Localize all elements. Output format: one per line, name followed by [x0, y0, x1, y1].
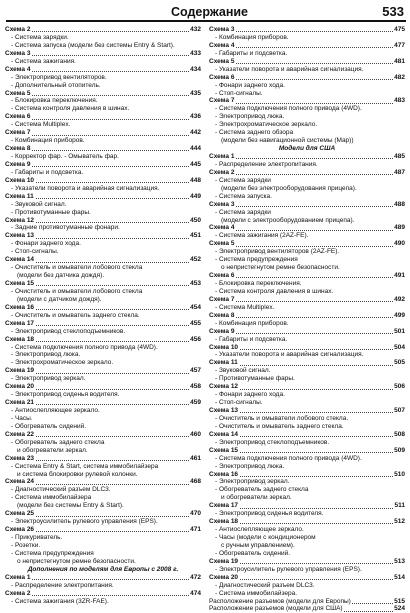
dot-leader	[209, 230, 405, 231]
toc-entry	[5, 232, 201, 240]
toc-subitem: (модели без датчика дождя).	[17, 272, 105, 280]
toc-entry-page: 435	[190, 89, 201, 97]
toc-subitem: - Звуковой сигнал.	[11, 200, 67, 208]
toc-entry-title: Схема 20	[209, 573, 239, 581]
toc-entry-page: 483	[394, 97, 405, 105]
toc-entry	[5, 217, 201, 225]
toc-entry	[5, 256, 201, 264]
toc-subitem: (модели с электрооборудованием прицепа).	[221, 216, 355, 224]
dot-leader	[209, 158, 405, 159]
toc-subitem: - Противотуманные фары.	[215, 375, 295, 383]
toc-subitem: - Система зажигания (2AZ-FE).	[215, 232, 309, 240]
toc-entry	[5, 129, 201, 137]
toc-entry	[5, 367, 201, 375]
toc-subitem: - Система контроля давления в шинах.	[11, 105, 130, 113]
toc-subitem: - Система зарядки.	[11, 33, 69, 41]
toc-entry	[5, 145, 201, 153]
dot-leader	[209, 246, 405, 247]
toc-entry-title: Схема 6	[5, 113, 31, 121]
toc-entry	[5, 50, 201, 58]
toc-entry-title: Схема 11	[209, 359, 238, 367]
toc-entry-title: Схема 4	[209, 224, 235, 232]
toc-subitem: - Система зажигания (3ZR-FAE).	[11, 597, 109, 605]
toc-subitem: - Звуковой сигнал.	[215, 367, 271, 375]
toc-subitem: - Электропривод стеклоподъемников.	[215, 438, 330, 446]
toc-entry-page: 444	[190, 145, 201, 153]
toc-entry-title: Схема 18	[209, 518, 239, 526]
toc-entry-page: 461	[190, 454, 201, 462]
toc-entry-title: Схема 19	[5, 367, 35, 375]
toc-entry-title: Схема 4	[209, 41, 235, 49]
toc-entry-page: 485	[394, 153, 405, 160]
toc-entry	[5, 113, 201, 121]
toc-entry	[209, 97, 405, 105]
toc-subitem: - Задние противотуманные фонари.	[11, 224, 120, 232]
toc-subitem: - Электроусилитель рулевого управления (EPS).	[11, 518, 158, 526]
toc-entry-page: 442	[190, 129, 201, 137]
dot-leader	[209, 174, 405, 175]
dot-leader	[209, 206, 405, 207]
toc-entry-title: Схема 1	[5, 573, 31, 581]
toc-entry-title: Схема 3	[5, 49, 31, 57]
toc-entry	[209, 169, 405, 177]
toc-subitem: - Распределение электропитания.	[11, 581, 114, 589]
toc-entry	[5, 161, 201, 169]
dot-leader	[209, 63, 405, 64]
toc-subitem: и обогреватели зеркал.	[17, 446, 88, 454]
toc-entry-title: Схема 26	[5, 526, 35, 534]
toc-entry-title: Схема 22	[5, 430, 35, 438]
toc-subitem: - Габариты и подсветка.	[11, 168, 84, 176]
toc-subitem: - Система контроля давления в шинах.	[215, 287, 334, 295]
toc-entry-page: 458	[190, 383, 201, 391]
dot-leader	[5, 95, 201, 96]
toc-entry-title: Схема 20	[5, 383, 35, 391]
toc-subitem: - Стоп-сигналы.	[11, 248, 59, 256]
toc-entry-page: 514	[394, 573, 405, 581]
toc-subitem: - Обогреватель сидений.	[11, 422, 87, 430]
toc-subitem: - Обогреватель заднего стекла	[11, 438, 105, 446]
toc-subitem: - Система Multiplex.	[11, 121, 71, 129]
toc-subitem: - Электропривод люка.	[215, 113, 285, 121]
toc-entry	[5, 177, 201, 185]
toc-entry	[209, 383, 405, 391]
toc-entry-title: Расположение разъемов (модели для США)	[209, 605, 343, 613]
toc-subitem: - Система предупреждения	[215, 256, 298, 264]
toc-entry-page: 499	[394, 311, 405, 319]
toc-subitem: - Электрохроматическое зеркало.	[215, 121, 318, 129]
toc-entry	[5, 193, 201, 201]
toc-subitem: - Электропривод вентиляторов.	[11, 73, 107, 81]
toc-subitem: - Фонари заднего хода.	[215, 391, 285, 399]
toc-entry	[5, 90, 201, 98]
dot-leader	[5, 579, 201, 580]
toc-entry	[5, 590, 201, 598]
toc-entry-page: 512	[394, 518, 405, 526]
toc-entry-title: Схема 9	[5, 160, 31, 168]
section-heading: Модели для США	[278, 145, 336, 153]
toc-entry	[5, 431, 201, 439]
toc-entry-title: Схема 21	[5, 399, 35, 407]
toc-subitem: - Система иммобилайзера.	[215, 589, 298, 597]
toc-entry-page: 460	[190, 430, 201, 438]
dot-leader	[209, 301, 405, 302]
toc-entry	[209, 328, 405, 336]
toc-subitem: - Антиослепляющее зеркало.	[215, 526, 304, 534]
toc-entry-page: 445	[190, 160, 201, 168]
toc-entry-title: Схема 7	[209, 295, 235, 303]
toc-entry	[209, 74, 405, 82]
toc-entry-title: Схема 13	[5, 232, 35, 240]
toc-entry-page: 508	[394, 430, 405, 438]
toc-entry-title: Схема 6	[209, 73, 235, 81]
toc-entry-title: Схема 2	[5, 589, 31, 597]
toc-entry	[209, 201, 405, 209]
toc-entry-page: 468	[190, 478, 201, 486]
toc-subitem: - Электроусилитель рулевого управления (EPS).	[215, 565, 362, 573]
toc-entry-title: Схема 6	[209, 272, 235, 280]
toc-subitem: о непристегнутом ремне безопасности.	[221, 264, 340, 272]
toc-entry	[209, 407, 405, 415]
toc-subitem: - Блокировка переключения.	[11, 97, 98, 105]
toc-subitem: - Электропривод люка.	[11, 351, 81, 359]
toc-entry-page: 509	[394, 446, 405, 454]
toc-subitem: - Система заднего обзора	[215, 129, 294, 137]
toc-subitem: - Система подключения полного привода (4WD).	[11, 343, 158, 351]
page-number: 533	[382, 4, 404, 19]
toc-entry-title: Схема 5	[209, 57, 235, 65]
toc-subitem: - Комбинация приборов.	[215, 319, 289, 327]
toc-left-column	[5, 26, 201, 605]
toc-subitem: - Очиститель и омыватель заднего стекла.	[11, 311, 140, 319]
toc-entry-page: 432	[190, 26, 201, 33]
toc-entry-page: 451	[190, 232, 201, 240]
toc-entry-page: 450	[190, 216, 201, 224]
toc-entry	[209, 296, 405, 304]
toc-subitem: с ручным управлением).	[221, 541, 295, 549]
toc-subitem: - Система Entry & Start, система иммобилайзера	[11, 462, 159, 470]
toc-entry-page: 515	[394, 597, 405, 605]
toc-entry	[209, 447, 405, 455]
toc-entry-page: 490	[394, 240, 405, 248]
toc-entry	[5, 280, 201, 288]
toc-subitem: и система блокировки рулевой колонки.	[17, 470, 138, 478]
toc-subitem: - Обогреватель сидений.	[215, 549, 291, 557]
toc-entry-page: 454	[190, 303, 201, 311]
toc-subitem: - Указатели поворота и аварийная сигнализация.	[11, 184, 160, 192]
toc-entry-title: Схема 12	[209, 383, 239, 391]
toc-entry-title: Схема 25	[5, 510, 35, 518]
dot-leader	[5, 595, 201, 596]
toc-entry-page: 505	[394, 359, 405, 367]
toc-entry-page: 513	[394, 557, 405, 565]
dot-leader	[209, 277, 405, 278]
toc-entry-title: Схема 7	[5, 129, 31, 137]
toc-entry-page: 433	[190, 49, 201, 57]
toc-entry	[209, 240, 405, 248]
toc-entry-title: Схема 17	[209, 502, 239, 510]
toc-entry-page: 453	[190, 280, 201, 287]
toc-subitem: - Часы.	[11, 414, 33, 422]
toc-subitem: (модели с датчиком дождя).	[17, 295, 102, 303]
toc-entry-title: Схема 14	[5, 256, 35, 264]
toc-subitem: - Электропривод сиденья водителя.	[11, 391, 120, 399]
toc-entry	[209, 272, 405, 280]
toc-entry	[5, 399, 201, 407]
toc-subitem: - Система Multiplex.	[215, 303, 275, 311]
dot-leader	[209, 317, 405, 318]
toc-entry-title: Схема 18	[5, 335, 35, 343]
dot-leader	[5, 119, 201, 120]
toc-entry-title: Схема 13	[209, 407, 239, 414]
page-header	[6, 4, 406, 22]
toc-entry	[5, 320, 201, 328]
toc-entry-title: Схема 23	[5, 454, 35, 462]
toc-entry-title: Схема 2	[5, 26, 31, 33]
toc-subitem: (модели без системы Entry & Start).	[17, 502, 124, 510]
page-title: Содержание	[171, 5, 249, 19]
toc-entry-title: Схема 17	[5, 319, 35, 327]
toc-subitem: - Розетки.	[11, 541, 41, 549]
toc-entry-title: Схема 16	[209, 470, 239, 478]
toc-entry-title: Схема 16	[5, 303, 35, 311]
toc-entry-title: Схема 11	[5, 192, 34, 200]
toc-entry-page: 481	[394, 57, 405, 65]
toc-entry	[5, 574, 201, 582]
toc-entry	[209, 502, 405, 510]
toc-subitem: - Система подключения полного привода (4WD).	[215, 105, 362, 113]
toc-subitem: - Дополнительный отопитель.	[11, 81, 101, 89]
toc-entry-page: 455	[190, 319, 201, 327]
toc-entry-page: 482	[394, 73, 405, 81]
dot-leader	[5, 55, 201, 56]
toc-subitem: - Электропривод вентиляторов (2AZ-FE).	[215, 248, 340, 256]
toc-subitem: - Система предупреждения	[11, 549, 94, 557]
toc-entry-page: 448	[190, 176, 201, 184]
toc-entry-page: 471	[190, 526, 201, 534]
toc-subitem: - Система зарядки	[215, 208, 271, 216]
toc-entry	[5, 383, 201, 391]
toc-entry-title: Схема 3	[209, 26, 235, 33]
toc-subitem: и обогреватели зеркал.	[221, 494, 292, 502]
toc-entry	[209, 605, 405, 613]
toc-subitem: (модели без электрооборудования прицепа).	[221, 184, 357, 192]
toc-entry-title: Схема 10	[209, 343, 239, 351]
toc-entry	[209, 58, 405, 66]
toc-subitem: - Блокировка переключения.	[215, 280, 302, 287]
toc-entry-title: Схема 10	[5, 176, 35, 184]
toc-subitem: - Прикуриватель.	[11, 534, 63, 541]
toc-entry-title: Схема 5	[5, 89, 31, 97]
toc-subitem: - Система запуска.	[215, 192, 272, 200]
toc-entry-title: Схема 1	[209, 153, 235, 160]
toc-subitem: - Габариты и подсветка.	[215, 335, 288, 343]
toc-entry-title: Схема 24	[5, 478, 35, 486]
toc-entry-page: 492	[394, 295, 405, 303]
toc-entry-page: 436	[190, 113, 201, 121]
toc-entry-title: Схема 15	[5, 280, 35, 287]
toc-subitem: - Комбинация приборов.	[215, 33, 289, 41]
dot-leader	[209, 47, 405, 48]
toc-subitem: - Распределение электропитания.	[215, 160, 318, 168]
toc-entry	[5, 304, 201, 312]
toc-subitem: - Антиослепляющее зеркало.	[11, 407, 100, 414]
toc-subitem: - Электрохроматическое зеркало.	[11, 359, 114, 367]
toc-right-column	[209, 26, 405, 613]
toc-entry	[209, 574, 405, 582]
toc-subitem: - Электропривод зеркал.	[11, 375, 86, 383]
toc-subitem: - Очиститель и омыватели лобового стекла	[11, 287, 143, 295]
toc-entry	[209, 598, 405, 606]
toc-subitem: - Стоп-сигналы.	[215, 399, 263, 407]
toc-entry-page: 457	[190, 367, 201, 375]
toc-subitem: - Очиститель и омыватели лобового стекла.	[215, 414, 349, 422]
toc-entry-page: 501	[394, 327, 405, 335]
toc-entry-page: 524	[394, 605, 405, 613]
toc-entry-page: 506	[394, 383, 405, 391]
toc-entry-title: Схема 5	[209, 240, 235, 248]
toc-entry	[209, 42, 405, 50]
toc-entry-page: 487	[394, 168, 405, 176]
toc-entry	[209, 471, 405, 479]
toc-entry-page: 477	[394, 41, 405, 49]
toc-subitem: - Фонари заднего хода.	[11, 240, 81, 248]
toc-entry	[209, 153, 405, 161]
dot-leader	[5, 71, 201, 72]
toc-entry	[209, 431, 405, 439]
toc-subitem: - Стоп-сигналы.	[215, 89, 263, 97]
toc-subitem: - Противотуманные фары.	[11, 208, 91, 216]
toc-subitem: - Корректор фар. - Омыватель фар.	[11, 153, 119, 160]
toc-entry	[5, 26, 201, 34]
dot-leader	[209, 333, 405, 334]
toc-subitem: о непристегнутом ремне безопасности.	[17, 557, 136, 565]
toc-entry-title: Схема 9	[209, 327, 235, 335]
toc-subitem: - Система подключения полного привода (4WD).	[215, 454, 362, 462]
toc-entry	[5, 455, 201, 463]
dot-leader	[209, 31, 405, 32]
toc-entry-page: 459	[190, 399, 201, 407]
toc-entry	[209, 26, 405, 34]
toc-entry-page: 510	[394, 470, 405, 478]
toc-entry-title: Схема 12	[5, 216, 35, 224]
toc-entry-page: 475	[394, 26, 405, 33]
toc-entry-page: 452	[190, 256, 201, 264]
dot-leader	[5, 150, 201, 151]
toc-entry-page: 489	[394, 224, 405, 232]
toc-entry-title: Схема 8	[5, 145, 31, 153]
toc-entry	[209, 312, 405, 320]
toc-entry-title: Схема 19	[209, 557, 239, 565]
toc-entry-title: Схема 14	[209, 430, 239, 438]
toc-entry	[5, 526, 201, 534]
toc-subitem: - Указатели поворота и аварийная сигнализация.	[215, 351, 364, 359]
toc-subitem: - Комбинация приборов.	[11, 137, 85, 145]
toc-entry-title: Схема 2	[209, 168, 235, 176]
toc-entry-page: 472	[190, 573, 201, 581]
toc-entry-page: 434	[190, 65, 201, 73]
toc-entry-title: Схема 7	[209, 97, 235, 105]
toc-subitem: - Очиститель и омыватели лобового стекла	[11, 264, 143, 272]
toc-entry-title: Схема 8	[209, 311, 235, 319]
dot-leader	[209, 103, 405, 104]
dot-leader	[5, 31, 201, 32]
toc-subitem: - Диагностический разъем DLC3.	[215, 581, 315, 589]
toc-subitem: - Фонари заднего хода.	[215, 81, 285, 89]
toc-entry-page: 491	[394, 272, 405, 280]
toc-subitem: - Часы (модели с кондиционером	[215, 534, 316, 541]
dot-leader	[5, 166, 201, 167]
toc-entry-page: 449	[190, 192, 201, 200]
toc-subitem: - Электропривод зеркал.	[215, 478, 290, 486]
toc-entry-page: 507	[394, 407, 405, 414]
toc-subitem: (модели без навигационной системы (Map))	[221, 137, 354, 145]
section-heading: Дополнения по моделям для Европы с 2008 г.	[27, 565, 179, 573]
toc-entry-title: Схема 15	[209, 446, 239, 454]
toc-subitem: - Диагностический разъем DLC3.	[11, 486, 111, 494]
toc-subitem: - Электропривод сиденья водителя.	[215, 510, 324, 518]
toc-entry	[5, 66, 201, 74]
toc-entry	[209, 224, 405, 232]
toc-entry-page: 474	[190, 589, 201, 597]
toc-subitem: - Система зарядки	[215, 176, 271, 184]
toc-subitem: - Система зажигания.	[11, 57, 76, 65]
toc-entry-title: Схема 3	[209, 200, 235, 208]
toc-entry-page: 470	[190, 510, 201, 518]
toc-subitem: - Электропривод люка.	[215, 462, 285, 470]
toc-entry-page: 511	[394, 502, 405, 510]
dot-leader	[5, 135, 201, 136]
toc-subitem: - Система запуска (модели без системы Entry & Start).	[11, 41, 175, 49]
toc-entry	[209, 558, 405, 566]
toc-subitem: - Габариты и подсветка.	[215, 49, 288, 57]
toc-subitem: - Электропривод стеклоподъемников.	[11, 327, 126, 335]
toc-entry-title: Схема 4	[5, 65, 31, 73]
toc-entry-page: 456	[190, 335, 201, 343]
toc-entry-page: 504	[394, 343, 405, 351]
toc-entry	[5, 336, 201, 344]
toc-entry	[5, 510, 201, 518]
toc-subitem: - Система иммобилайзера	[11, 494, 92, 502]
toc-entry-title: Расположение разъемов (модели для Европы)	[209, 597, 351, 605]
toc-entry	[209, 518, 405, 526]
dot-leader	[209, 79, 405, 80]
toc-subitem: - Очиститель и омыватель заднего стекла.	[215, 422, 344, 430]
toc-subitem: - Обогреватель заднего стекла	[215, 486, 309, 494]
toc-subitem: - Указатели поворота и аварийная сигнализация.	[215, 65, 364, 73]
toc-entry-page: 488	[394, 200, 405, 208]
